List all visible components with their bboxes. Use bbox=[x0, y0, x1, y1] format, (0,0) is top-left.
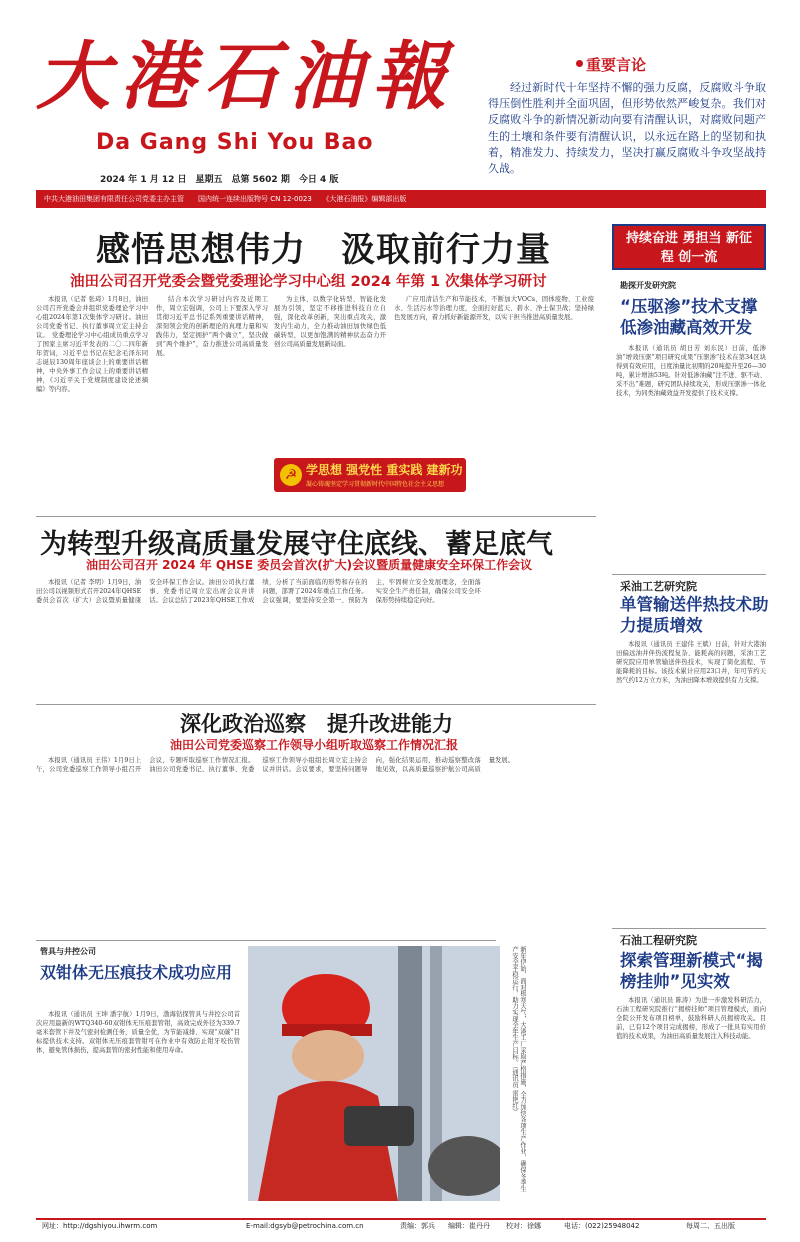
footer-proof: 校对：徐娜 bbox=[506, 1222, 541, 1230]
ribbon-line-2: 凝心铸魂坚定学习贯彻新时代中国特色社会主义思想 bbox=[306, 481, 445, 488]
masthead-pinyin: Da Gang Shi You Bao bbox=[96, 130, 374, 155]
news-photo bbox=[248, 946, 500, 1201]
side1-title: “压驱渗”技术支撑低渗油藏高效开发 bbox=[620, 297, 758, 337]
side3-title: 探索管理新模式“揭榜挂帅”见实效 bbox=[620, 951, 763, 991]
divider bbox=[36, 516, 596, 517]
footer bbox=[36, 1218, 766, 1231]
footer-website[interactable]: 网址：http://dgshiyou.ihwrm.com bbox=[42, 1222, 158, 1230]
side1-tag: 勘探开发研究院 bbox=[620, 281, 676, 290]
footer-phone: 电话：(022)25948042 bbox=[564, 1222, 640, 1230]
ribbon-line-1: 学思想 强党性 重实践 建新功 bbox=[306, 463, 463, 477]
lead-col-3: 为主体、以数字化转型、智能化发展为引领，坚定不移推进科技自立自强，深化改革创新，突出重点攻关，激发内生动力，全力推动油田加快绿色低碳转型，以更加饱满的精神状态奋力开创公司高质量发展新局面。 bbox=[274, 296, 386, 348]
side-banner bbox=[612, 224, 766, 270]
side3-text: 本报讯（通讯员 陈涛）为进一步激发科研活力，石油工程研究院推行“揭榜挂帅”项目管理模式，面向全院公开发布项目榜单，鼓励科研人员揭榜攻关。目前，已有12个项目完成揭榜，形成了一批具有实用价值的技术成果，为油田高质量发展注入科技动能。 bbox=[616, 997, 766, 1040]
inspection-subtitle: 油田公司党委巡察工作领导小组听取巡察工作情况汇报 bbox=[170, 738, 459, 752]
editorial-heading: 重要言论 bbox=[586, 56, 647, 74]
footer-email[interactable]: E-mail:dgsyb@petrochina.com.cn bbox=[246, 1222, 364, 1230]
side2-text: 本报讯（通讯员 王建伟 王斌）日前，针对大港油田偏远油井伴热流程复杂、能耗高的问题，采油工艺研究院应用单管输送伴热技术，实现了简化流程、节能降耗的目标。该技术累计应用23口井，年可节约天然气约12万立方米，为油田降本增效提供有力支撑。 bbox=[616, 641, 766, 684]
side3-tag: 石油工程研究院 bbox=[620, 934, 697, 947]
lead-title: 感悟思想伟力 汲取前行力量 bbox=[96, 230, 551, 270]
bullet-icon bbox=[576, 60, 583, 67]
lead-col-2: 结合本次学习研讨内容及近期工作，周立宏强调，公司上下要深入学习贯彻习近平总书记系列重要讲话精神，深刻领会党的创新理论的真理力量和实践伟力，坚定拥护“两个确立”，坚决做到“两个维护”，奋力推进公司高质量发展。 bbox=[156, 296, 268, 357]
divider bbox=[612, 928, 766, 929]
inspection-text: 本报讯（通讯员 王伟）1月9日上午，公司党委巡察工作领导小组召开会议，专题听取巡察工作情况汇报。油田公司党委书记、执行董事、党委巡察工作领导小组组长周立宏主持会议并讲话。会议要求，要坚持问题导向，强化结果运用，推动巡察整改落地见效，以高质量巡察护航公司高质量发展。 bbox=[36, 757, 514, 773]
divider bbox=[36, 940, 496, 941]
qhse-title: 为转型升级高质量发展守住底线、蓄足底气 bbox=[40, 529, 553, 560]
photo-caption: 新年伊始，面对极寒天气，大港工厂采取严格措施，全力加快各项生产作业，确保冬季生产安全平稳运行，助力实现全年生产目标。（通讯员 雷艳红） bbox=[511, 946, 526, 1192]
qhse-text: 本报讯（记者 李明）1月9日，油田公司以视频形式召开2024年QHSE委员会首次（扩大）会议暨质量健康安全环保工作会议。油田公司执行董事、党委书记周立宏出席会议并讲话。会议总结了2023年QHSE工作成绩，分析了当前面临的形势和存在的问题，部署了2024年重点工作任务。会议强调，要坚持安全第一、预防为主，牢固树立安全发展理念，全面落实安全生产责任制，确保公司安全环保形势持续稳定向好。 bbox=[36, 579, 481, 604]
masthead-bar: 中共大港油田集团有限责任公司党委主办主管 国内统一连续出版物号 CN 12-0023 《大港石油报》编辑部出版 bbox=[36, 190, 766, 208]
pipe-tag: 管具与井控公司 bbox=[40, 947, 96, 956]
masthead-title: 大港石油報 bbox=[36, 34, 456, 120]
dateline: 2024 年 1 月 12 日 星期五 总第 5602 期 今日 4 版 bbox=[100, 175, 339, 185]
pipe-text: 本报讯（通讯员 王坤 潘宇航）1月9日，渤海钻探管具与井控公司首次应用最新的WTQ340-60双钳体无压痕套管钳，高效完成外径为339.7毫米套管下井及气密封检测任务，质量全优，为节能减排、实现“双碳”目标提供技术支持。双钳体无压痕套管钳可在作业中有效防止钳牙咬伤管体，避免管体损伤，提高套管的密封性能和使用寿命。 bbox=[36, 1011, 240, 1054]
editorial-text: 经过新时代十年坚持不懈的强力反腐，反腐败斗争取得压倒性胜利并全面巩固，但形势依然严峻复杂。我们对反腐败斗争的新情况新动向要有清醒认识，对腐败问题产生的土壤和条件要有清醒认识，以永远在路上的坚韧和执着，精准发力、持续发力，坚决打赢反腐败斗争攻坚战持久战。 bbox=[488, 81, 766, 176]
divider bbox=[612, 574, 766, 575]
footer-schedule: 每周二、五出版 bbox=[686, 1222, 735, 1230]
side1-text: 本报讯（通讯员 胡日芳 刘东民）日前，低渗油“增效压驱”项目研究成果“压驱渗”技术在第34区块得到有效应用，日度油量比初期的20吨提升至26—30吨，累计增油53吨。针对低渗油藏“注不进、驱不动、采不出”难题，研究团队持续攻关，形成压驱渗一体化技术，为同类油藏效益开发提供了技术支撑。 bbox=[616, 345, 766, 397]
side2-title: 单管输送伴热技术助力提质增效 bbox=[620, 595, 769, 635]
qhse-subtitle: 油田公司召开 2024 年 QHSE 委员会首次(扩大)会议暨质量健康安全环保工作会议 bbox=[86, 558, 533, 572]
slogan-ribbon bbox=[274, 458, 466, 492]
worker-illustration bbox=[248, 946, 500, 1201]
footer-designer: 编辑：崔丹丹 bbox=[448, 1222, 490, 1230]
divider bbox=[36, 704, 596, 705]
pipe-title: 双钳体无压痕技术成功应用 bbox=[40, 963, 233, 982]
lead-col-1: 本报讯（记者 张琦）1月8日，油田公司召开党委会并组织党委理论学习中心组2024年第1次集体学习研讨。油田公司党委书记、执行董事周立宏主持会议。 党委理论学习中心组成员重点学习了国家主席习近平发表的二〇二四年新年贺词，习近平总书记在纪念毛泽东同志诞辰130周年座谈会上的重要讲话精神，中央外事工作会议上的重要讲话精神，《习近平关于党规制度建设论述摘编》等内容。 bbox=[36, 296, 148, 393]
lead-col-4: 广应用清洁生产和节能技术，不断加大VOCs、固体废物、工业废水、生活污水等治理力度，全面打好蓝天、碧水、净土保卫战；坚持绿色发展方向，着力抓好新能源开发，以实干担当推进高质量发展。 bbox=[394, 296, 594, 321]
side2-tag: 采油工艺研究院 bbox=[620, 580, 697, 593]
lead-subtitle: 油田公司召开党委会暨党委理论学习中心组 2024 年第 1 次集体学习研讨 bbox=[70, 274, 547, 290]
inspection-title: 深化政治巡察 提升改进能力 bbox=[180, 712, 453, 736]
footer-editor: 责编：郭兵 bbox=[400, 1222, 435, 1230]
side-banner-text: 持续奋进 勇担当 新征程 创一流 bbox=[625, 231, 753, 265]
party-emblem-icon: ☭ bbox=[280, 464, 302, 486]
